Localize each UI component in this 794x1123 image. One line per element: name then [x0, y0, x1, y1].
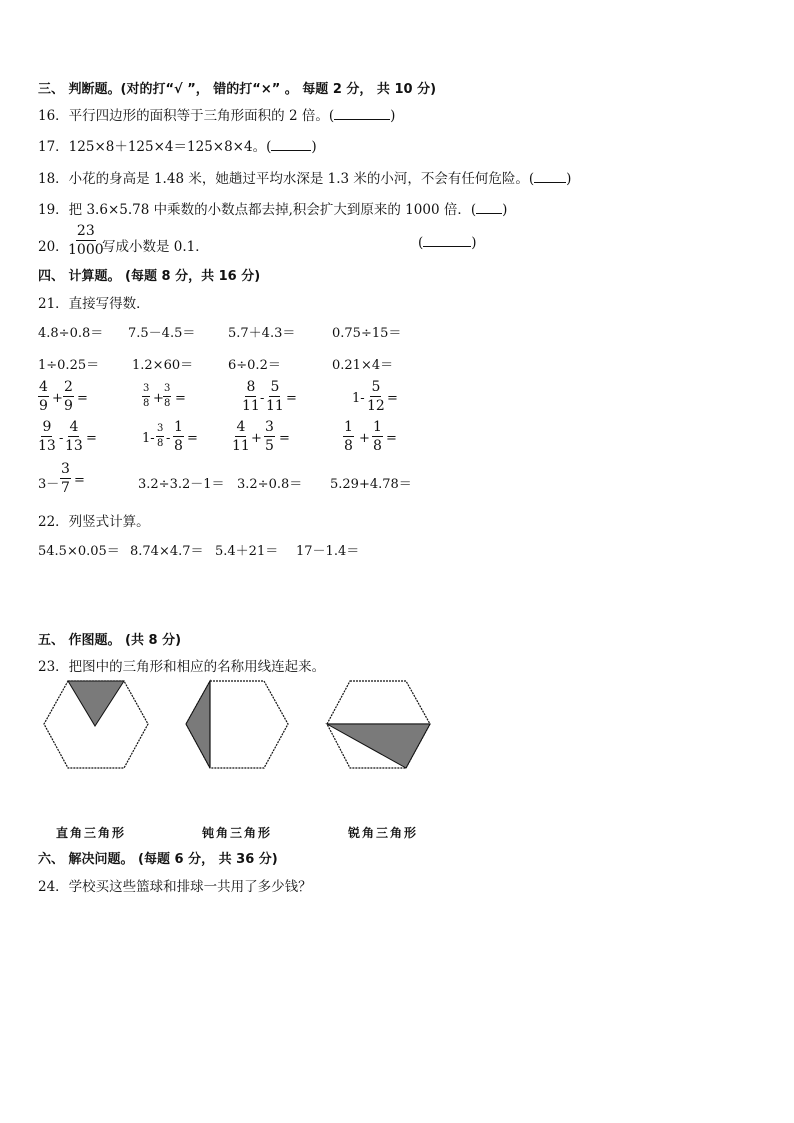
- answer-blank-17[interactable]: [271, 139, 311, 151]
- operator: +: [153, 391, 164, 406]
- calc-r6c4: 17－1.4＝: [296, 544, 360, 559]
- calc-r6c3: 5.4＋21＝: [215, 544, 279, 559]
- question-18-text: 18．小花的身高是 1.48 米，她趟过平均水深是 1.3 米的小河，不会有任何危险。(: [38, 171, 535, 187]
- fraction-r4c1-b: $\frac{4}{13}$: [65, 419, 83, 454]
- operator: -: [260, 391, 265, 406]
- equals: =: [286, 391, 297, 406]
- calc-r1c1: 4.8÷0.8＝: [38, 326, 104, 341]
- calc-r5c4: 5.29+4.78＝: [330, 477, 412, 492]
- operator: +: [52, 391, 63, 406]
- prefix: 1-: [142, 431, 155, 446]
- label-obtuse-triangle: 钝角三角形: [202, 826, 273, 840]
- answer-20: [418, 235, 477, 251]
- label-right-triangle: 直角三角形: [56, 826, 127, 840]
- fraction-r4c2-a: $\frac{3}{8}$: [157, 423, 164, 449]
- question-20-fraction: [68, 224, 104, 257]
- calc-r6c1: 54.5×0.05＝: [38, 544, 120, 559]
- question-23: 23．把图中的三角形和相应的名称用线连起来。: [38, 659, 326, 675]
- fraction-r3c1-a: $\frac{4}{9}$: [39, 379, 48, 414]
- question-16-text: 16．平行四边形的面积等于三角形面积的 2 倍。(: [38, 108, 335, 124]
- question-16: [38, 104, 395, 124]
- fraction-r3c4: $\frac{5}{12}$: [367, 379, 385, 414]
- calc-r2c2: 1.2×60＝: [132, 358, 194, 373]
- operator: +: [359, 431, 370, 446]
- calc-r1c3: 5.7＋4.3＝: [228, 326, 296, 341]
- operator: +: [251, 431, 262, 446]
- calc-r1c4: 0.75÷15＝: [332, 326, 402, 341]
- equals: =: [387, 391, 398, 406]
- fraction-r4c2-b: $\frac{1}{8}$: [174, 419, 183, 454]
- equals: =: [279, 431, 290, 446]
- fraction-r4c4-b: $\frac{1}{8}$: [373, 419, 382, 454]
- fraction-r3c3-b: $\frac{5}{11}$: [266, 379, 284, 414]
- equals: =: [187, 431, 198, 446]
- calc-r1c2: 7.5－4.5＝: [128, 326, 196, 341]
- question-22: 22．列竖式计算。: [38, 514, 150, 530]
- calc-r2c1: 1÷0.25＝: [38, 358, 100, 373]
- answer-blank-19[interactable]: [476, 202, 502, 214]
- prefix: 1-: [352, 391, 365, 406]
- answer-blank-16[interactable]: [334, 108, 390, 120]
- paren-open: (: [418, 235, 424, 251]
- fraction-r3c1-b: $\frac{2}{9}$: [64, 379, 73, 414]
- equals: =: [86, 431, 97, 446]
- question-18: [38, 167, 571, 187]
- paren-close: ): [471, 235, 477, 251]
- section-4-title: 四、 计算题。 (每题 8 分，共 16 分): [38, 269, 261, 284]
- answer-blank-20[interactable]: [423, 235, 471, 247]
- paren-close: ): [502, 202, 508, 218]
- question-17: [38, 135, 317, 155]
- equals: =: [77, 391, 88, 406]
- shaded-triangle-2: [186, 681, 210, 768]
- section-3-title: 三、 判断题。(对的打“√ ”， 错的打“×” 。 每题 2 分， 共 10 分): [38, 82, 437, 97]
- operator: -: [59, 431, 64, 446]
- fraction-r3c2-b: $\frac{3}{8}$: [164, 383, 171, 409]
- section-5-title: 五、 作图题。 (共 8 分): [38, 633, 182, 648]
- fraction-r3c2-a: $\frac{3}{8}$: [143, 383, 150, 409]
- equals: =: [386, 431, 397, 446]
- calc-r5c2: 3.2÷3.2－1＝: [138, 477, 225, 492]
- question-17-text: 17．125×8＋125×4＝125×8×4。(: [38, 139, 272, 155]
- calc-r6c2: 8.74×4.7＝: [130, 544, 204, 559]
- operator: -: [166, 431, 171, 446]
- question-19: [38, 198, 507, 218]
- fraction-r4c3-a: $\frac{4}{11}$: [232, 419, 250, 454]
- hexagon-figures: [0, 676, 460, 781]
- paren-close: ): [311, 139, 317, 155]
- label-acute-triangle: 锐角三角形: [348, 826, 419, 840]
- fraction-r5c1: $\frac{3}{7}$: [61, 461, 70, 496]
- fraction-r4c1-a: $\frac{9}{13}$: [38, 419, 56, 454]
- equals: =: [175, 391, 186, 406]
- fraction-numerator: 23: [76, 223, 95, 239]
- calc-r2c4: 0.21×4＝: [332, 358, 394, 373]
- prefix: 3－: [38, 477, 60, 492]
- question-21: 21．直接写得数．: [38, 296, 150, 312]
- calc-r2c3: 6÷0.2＝: [228, 358, 281, 373]
- question-19-text: 19．把 3.6×5.78 中乘数的小数点都去掉,积会扩大到原来的 1000 倍．(: [38, 202, 477, 218]
- fraction-r4c3-b: $\frac{3}{5}$: [265, 419, 274, 454]
- paren-close: ): [566, 171, 572, 187]
- paren-close: ): [390, 108, 396, 124]
- fraction-denominator: 1000: [68, 242, 104, 258]
- section-6-title: 六、 解决问题。 (每题 6 分， 共 36 分): [38, 852, 278, 867]
- question-20-suffix: 写成小数是 0.1．: [102, 239, 209, 255]
- answer-blank-18[interactable]: [534, 171, 566, 183]
- question-24: 24．学校买这些篮球和排球一共用了多少钱？: [38, 879, 312, 895]
- fraction-r3c3-a: $\frac{8}{11}$: [242, 379, 260, 414]
- question-20-prefix: 20．: [38, 239, 69, 255]
- fraction-r4c4-a: $\frac{1}{8}$: [344, 419, 353, 454]
- calc-r5c3: 3.2÷0.8＝: [237, 477, 303, 492]
- equals: =: [74, 473, 85, 488]
